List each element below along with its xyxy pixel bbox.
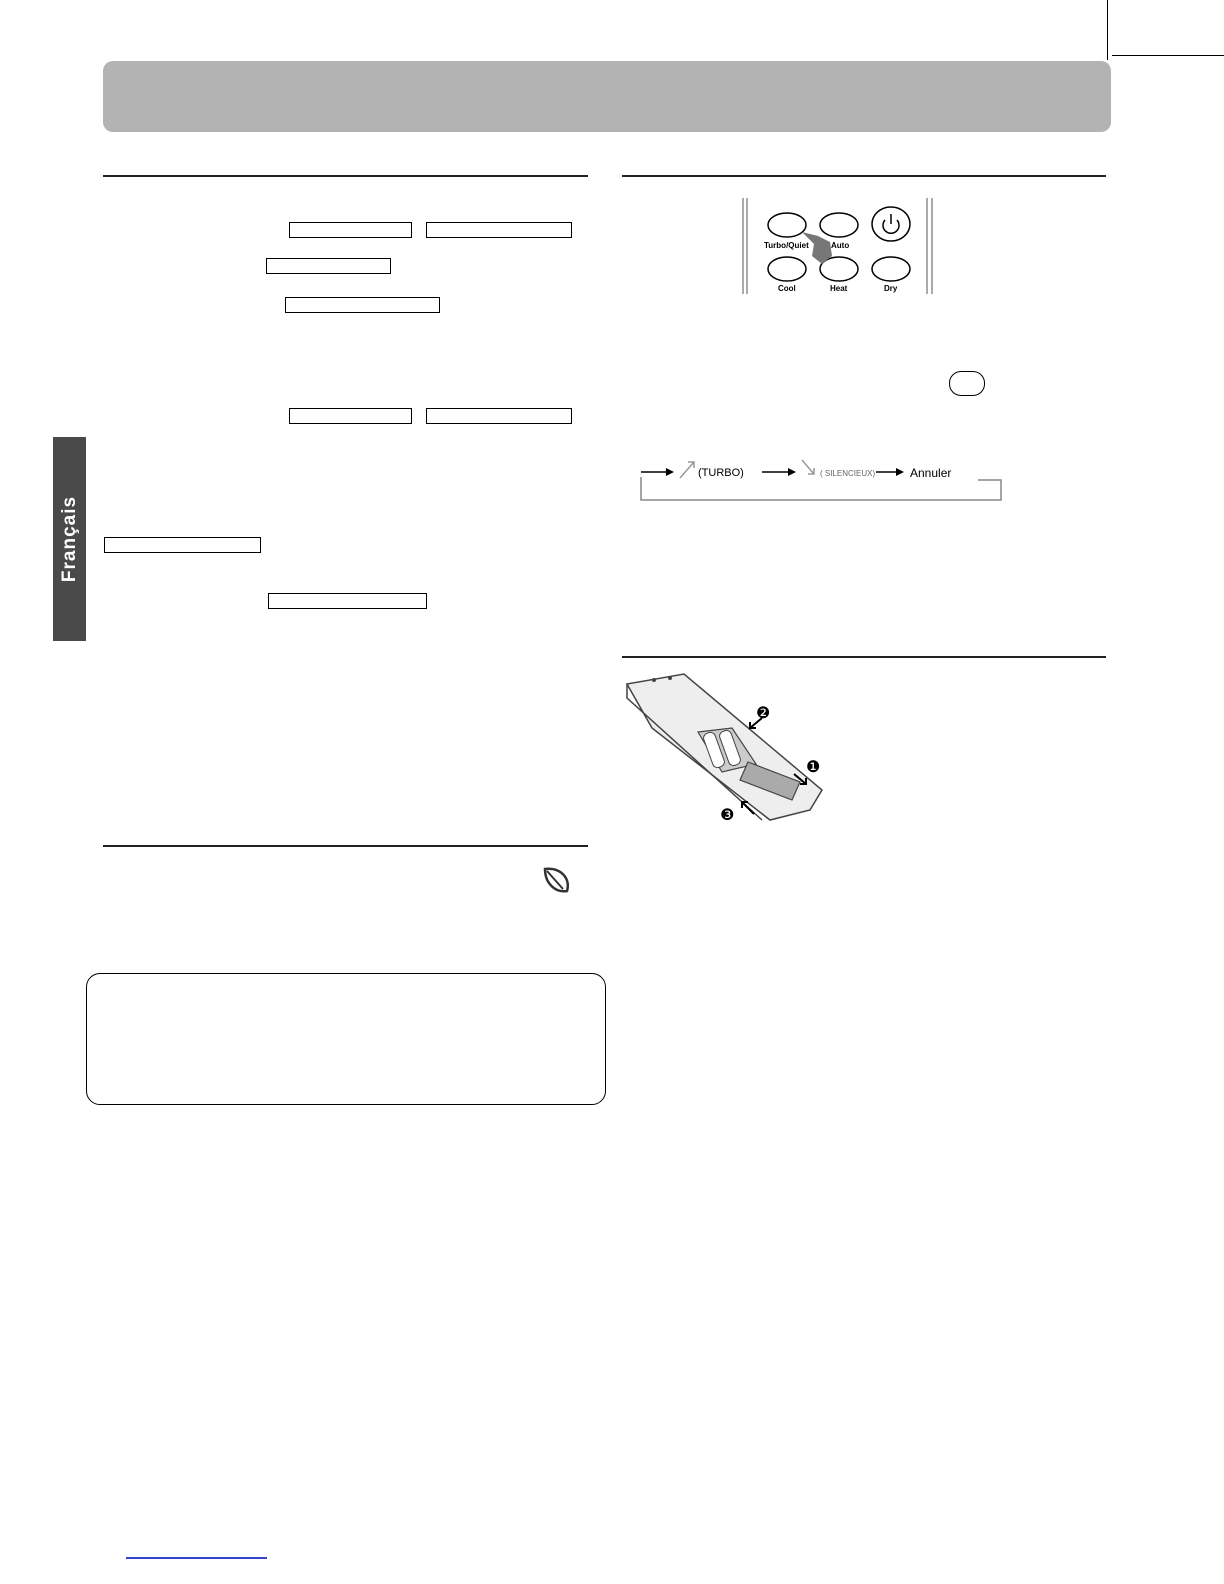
section-rule-right-mid — [622, 656, 1106, 658]
crop-mark-top — [1107, 0, 1108, 60]
battery-install-figure — [622, 670, 832, 822]
button-oval-icon — [949, 371, 985, 396]
text-box — [289, 408, 412, 424]
text-box — [426, 408, 572, 424]
cool-label: Cool — [778, 284, 796, 293]
step-2-marker: ❷ — [756, 703, 771, 722]
text-box — [285, 297, 440, 313]
dry-button — [872, 257, 910, 281]
text-box — [104, 537, 261, 553]
crop-mark-right — [1112, 55, 1224, 56]
leaf-icon — [541, 865, 573, 895]
footer-link[interactable] — [126, 1557, 267, 1559]
text-box — [289, 222, 412, 238]
language-tab-label: Français — [58, 495, 80, 583]
turbo-quiet-label: Turbo/Quiet — [764, 241, 809, 250]
section-rule-left-top — [103, 175, 588, 177]
text-box — [266, 258, 391, 274]
section-rule-left-bottom — [103, 845, 588, 847]
header-bar — [103, 61, 1111, 132]
mode-sequence-diagram — [636, 452, 1006, 504]
auto-button — [820, 213, 858, 237]
step-1-marker: ❶ — [806, 757, 821, 776]
sequence-step-cancel: Annuler — [910, 466, 952, 480]
step-3-marker: ❸ — [720, 805, 735, 822]
text-box — [426, 222, 572, 238]
turbo-quiet-button — [768, 213, 806, 237]
section-rule-right-top — [622, 175, 1106, 177]
text-box — [268, 593, 427, 609]
remote-panel-figure — [740, 196, 940, 296]
sequence-step-quiet: ( SILENCIEUX) — [820, 469, 876, 478]
auto-label: Auto — [831, 241, 850, 250]
dry-label: Dry — [884, 284, 898, 293]
note-box — [86, 973, 606, 1105]
cool-button — [768, 257, 806, 281]
sequence-step-turbo: (TURBO) — [698, 467, 744, 479]
language-tab — [53, 437, 86, 641]
heat-label: Heat — [830, 284, 848, 293]
